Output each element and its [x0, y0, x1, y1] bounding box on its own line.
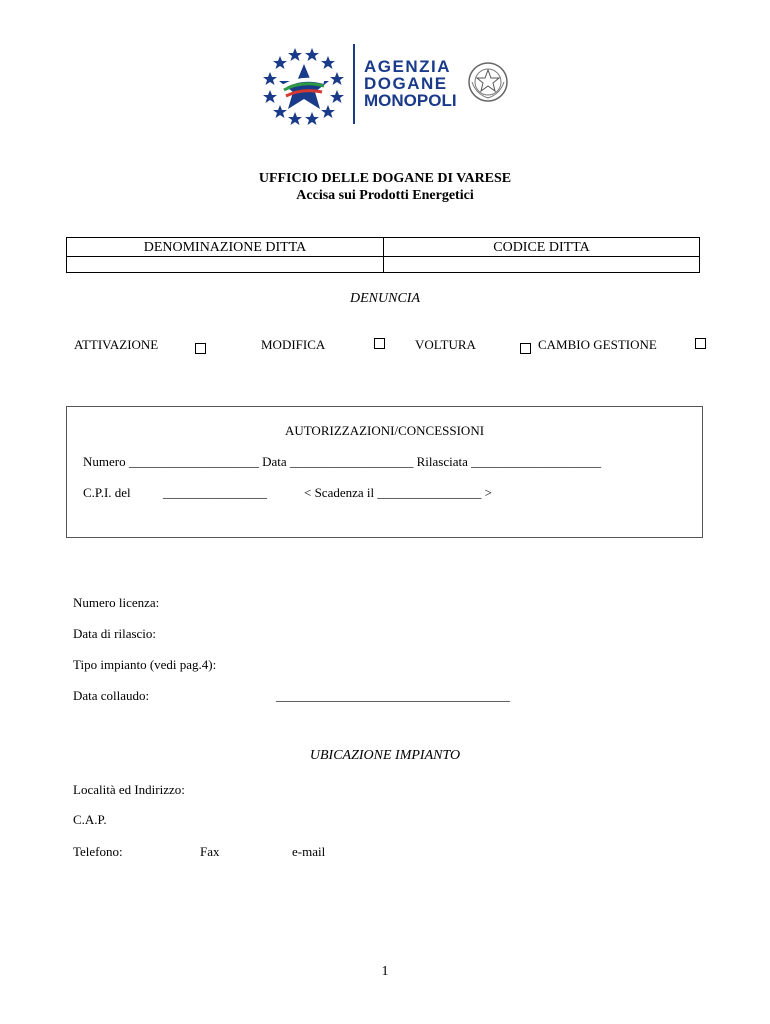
- test-date-label: Data collaudo:: [73, 688, 150, 703]
- company-name-field[interactable]: [68, 257, 382, 271]
- option-label-attivazione: ATTIVAZIONE: [74, 337, 159, 352]
- authorizations-box: [66, 406, 703, 538]
- authorization-number-date-line[interactable]: Numero ____________________ Data ___________________ Rilasciata ____________________: [83, 454, 602, 469]
- agency-logo: [262, 42, 512, 128]
- cpi-expiry-field[interactable]: < Scadenza il ________________ >: [304, 485, 492, 500]
- option-label-modifica: MODIFICA: [261, 337, 326, 352]
- company-name-header: DENOMINAZIONE DITTA: [143, 240, 307, 255]
- company-code-field[interactable]: [385, 257, 698, 271]
- option-label-voltura: VOLTURA: [415, 337, 476, 352]
- cap-label: C.A.P.: [73, 812, 107, 827]
- fax-label: Fax: [200, 844, 220, 859]
- office-title: UFFICIO DELLE DOGANE DI VARESE: [258, 171, 512, 186]
- cpi-date-field[interactable]: ________________: [163, 485, 267, 500]
- license-number-label: Numero licenza:: [73, 595, 160, 610]
- checkbox-modifica[interactable]: [374, 338, 385, 349]
- plant-location-title: UBICAZIONE IMPIANTO: [309, 748, 461, 763]
- page-number: 1: [381, 964, 389, 979]
- authorizations-title: AUTORIZZAZIONI/CONCESSIONI: [284, 423, 485, 438]
- stars-emblem-icon: [262, 42, 352, 128]
- checkbox-attivazione[interactable]: [195, 343, 206, 354]
- address-label: Località ed Indirizzo:: [73, 782, 185, 797]
- phone-label: Telefono:: [73, 844, 123, 859]
- logo-line-3: MONOPOLI: [364, 91, 457, 110]
- logo-line-2: DOGANE: [364, 74, 448, 93]
- checkbox-voltura[interactable]: [520, 343, 531, 354]
- cpi-label: C.P.I. del: [83, 485, 131, 500]
- logo-line-1: AGENZIA: [364, 57, 451, 76]
- plant-type-label: Tipo impianto (vedi pag.4):: [73, 657, 217, 672]
- email-label: e-mail: [292, 844, 326, 859]
- republic-emblem-icon: [466, 60, 510, 104]
- office-subtitle: Accisa sui Prodotti Energetici: [296, 188, 474, 203]
- option-label-cambio-gestione: CAMBIO GESTIONE: [538, 337, 657, 352]
- test-date-field[interactable]: ____________________________________: [276, 688, 510, 703]
- release-date-label: Data di rilascio:: [73, 626, 157, 641]
- company-table: [66, 237, 700, 273]
- logo-divider: [353, 44, 355, 124]
- denuncia-title: DENUNCIA: [350, 291, 420, 306]
- company-code-header: CODICE DITTA: [493, 240, 590, 255]
- checkbox-cambio-gestione[interactable]: [695, 338, 706, 349]
